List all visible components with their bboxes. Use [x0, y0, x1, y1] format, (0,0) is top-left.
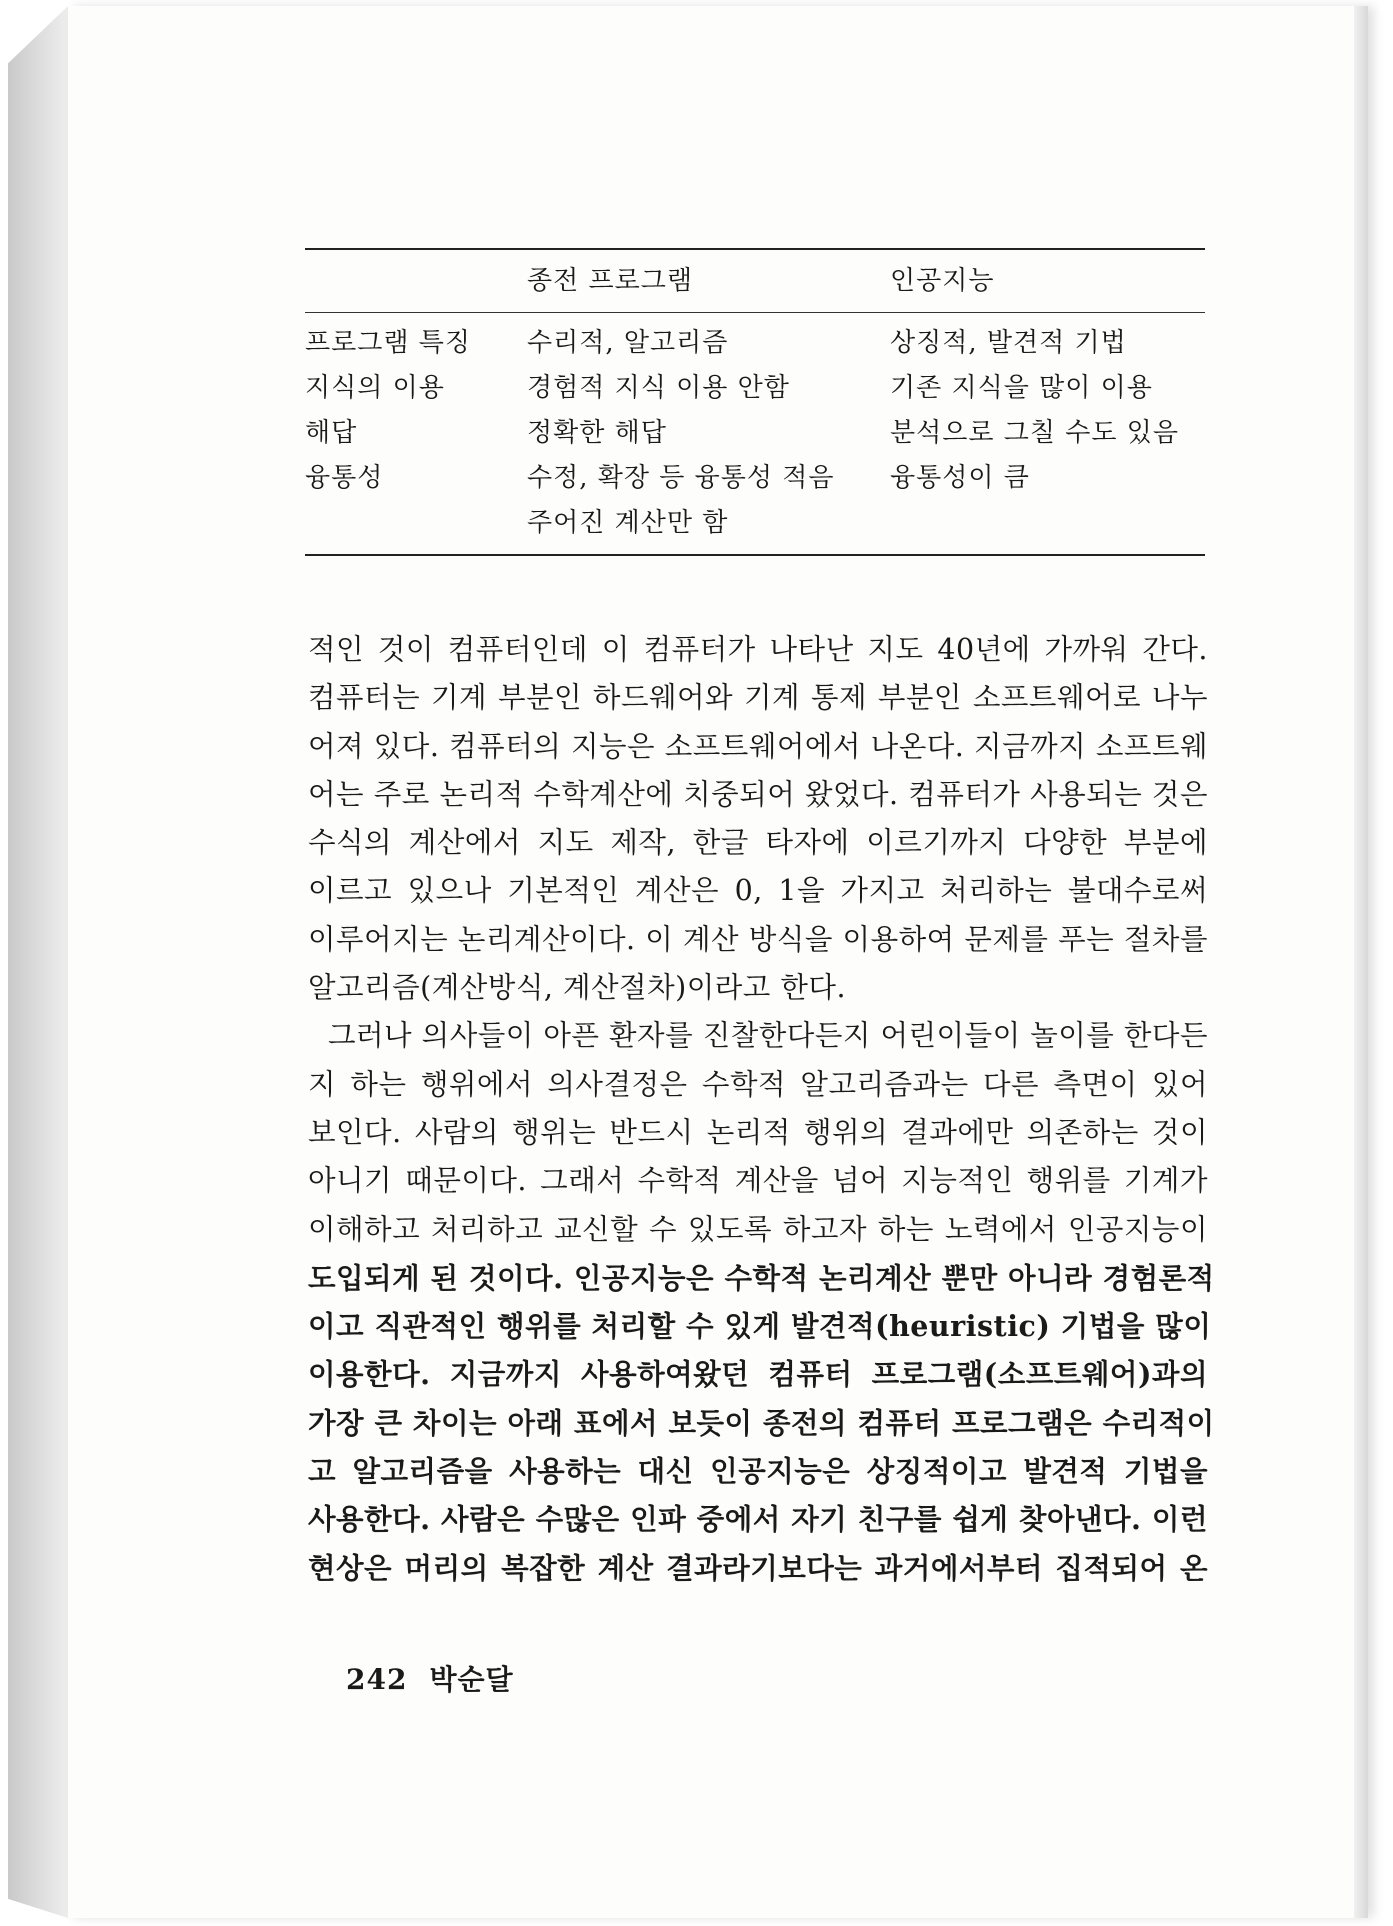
table-bottom-rule — [305, 554, 1205, 556]
table-cell: 기존 지식을 많이 이용 — [890, 373, 1153, 403]
table-cell: 주어진 계산만 함 — [527, 508, 729, 538]
table-body — [305, 313, 1205, 554]
comparison-table — [305, 248, 1205, 556]
text-line: 이고 직관적인 행위를 처리할 수 있게 발견적(heuristic) 기법을 많이 — [308, 1309, 1212, 1344]
author-name: 박순달 — [429, 1663, 514, 1696]
table-cell — [305, 501, 527, 546]
text-line: 현상은 머리의 복잡한 계산 결과라기보다는 과거에서부터 집적되어 온 — [308, 1550, 1208, 1585]
page-number: 242 — [346, 1663, 408, 1696]
table-row — [305, 411, 1205, 456]
text-line: 이용한다. 지금까지 사용하여왔던 컴퓨터 프로그램(소프트웨어)과의 — [308, 1357, 1208, 1392]
text-line: 알고리즘(계산방식, 계산절차)이라고 한다. — [308, 971, 847, 1005]
table-cell — [890, 501, 1205, 546]
table-cell: 정확한 해답 — [527, 418, 667, 448]
text-line: 아니기 때문이다. 그래서 수학적 계산을 넘어 지능적인 행위를 기계가 — [308, 1164, 1208, 1198]
text-line: 수식의 계산에서 지도 제작, 한글 타자에 이르기까지 다양한 부분에 — [308, 826, 1208, 860]
page-edge — [1354, 6, 1368, 1918]
table-header-cell — [305, 250, 527, 312]
table-row — [305, 501, 1205, 546]
text-line: 보인다. 사람의 행위는 반드시 논리적 행위의 결과에만 의존하는 것이 — [308, 1115, 1208, 1149]
text-line: 가장 큰 차이는 아래 표에서 보듯이 종전의 컴퓨터 프로그램은 수리적이 — [308, 1405, 1215, 1440]
table-cell: 지식의 이용 — [305, 373, 445, 403]
table-row — [305, 456, 1205, 501]
page-footer — [346, 1658, 514, 1698]
table-cell: 수리적, 알고리즘 — [527, 328, 729, 358]
text-line: 지 하는 행위에서 의사결정은 수학적 알고리즘과는 다른 측면이 있어 — [308, 1067, 1208, 1101]
table-header-cell: 종전 프로그램 — [527, 266, 693, 296]
table-cell: 프로그램 특징 — [305, 328, 471, 358]
text-line: 적인 것이 컴퓨터인데 이 컴퓨터가 나타난 지도 40년에 가까워 간다. — [308, 633, 1208, 666]
text-line: 이르고 있으나 기본적인 계산은 0, 1을 가지고 처리하는 불대수로써 — [308, 874, 1208, 908]
table-header-row — [305, 250, 1205, 312]
table-cell: 수정, 확장 등 융통성 적음 — [527, 463, 835, 493]
table-cell: 상징적, 발견적 기법 — [890, 328, 1127, 358]
book-spine — [8, 6, 68, 1918]
table-cell: 경험적 지식 이용 안함 — [527, 373, 790, 403]
table-cell: 분석으로 그칠 수도 있음 — [890, 418, 1179, 448]
text-line: 그러나 의사들이 아픈 환자를 진찰한다든지 어린이들이 놀이를 한다든 — [328, 1019, 1208, 1053]
table-cell: 융통성 — [305, 463, 384, 493]
table-cell: 융통성이 큼 — [890, 463, 1030, 493]
text-line: 어져 있다. 컴퓨터의 지능은 소프트웨어에서 나온다. 지금까지 소프트웨 — [308, 729, 1208, 763]
table-cell: 해답 — [305, 418, 358, 448]
text-line: 고 알고리즘을 사용하는 대신 인공지능은 상징적이고 발견적 기법을 — [308, 1454, 1208, 1489]
table-row — [305, 321, 1205, 366]
table-header-cell: 인공지능 — [890, 266, 995, 296]
text-line: 사용한다. 사람은 수많은 인파 중에서 자기 친구를 쉽게 찾아낸다. 이런 — [308, 1502, 1208, 1537]
text-line: 도입되게 된 것이다. 인공지능은 수학적 논리계산 뿐만 아니라 경험론적 — [308, 1260, 1215, 1295]
text-line: 이루어지는 논리계산이다. 이 계산 방식을 이용하여 문제를 푸는 절차를 — [308, 922, 1208, 956]
table-row — [305, 366, 1205, 411]
body-text — [308, 626, 1215, 1592]
text-line: 어는 주로 논리적 수학계산에 치중되어 왔었다. 컴퓨터가 사용되는 것은 — [308, 777, 1208, 811]
text-line: 컴퓨터는 기계 부분인 하드웨어와 기계 통제 부분인 소프트웨어로 나누 — [308, 681, 1208, 715]
text-line: 이해하고 처리하고 교신할 수 있도록 하고자 하는 노력에서 인공지능이 — [308, 1212, 1208, 1246]
